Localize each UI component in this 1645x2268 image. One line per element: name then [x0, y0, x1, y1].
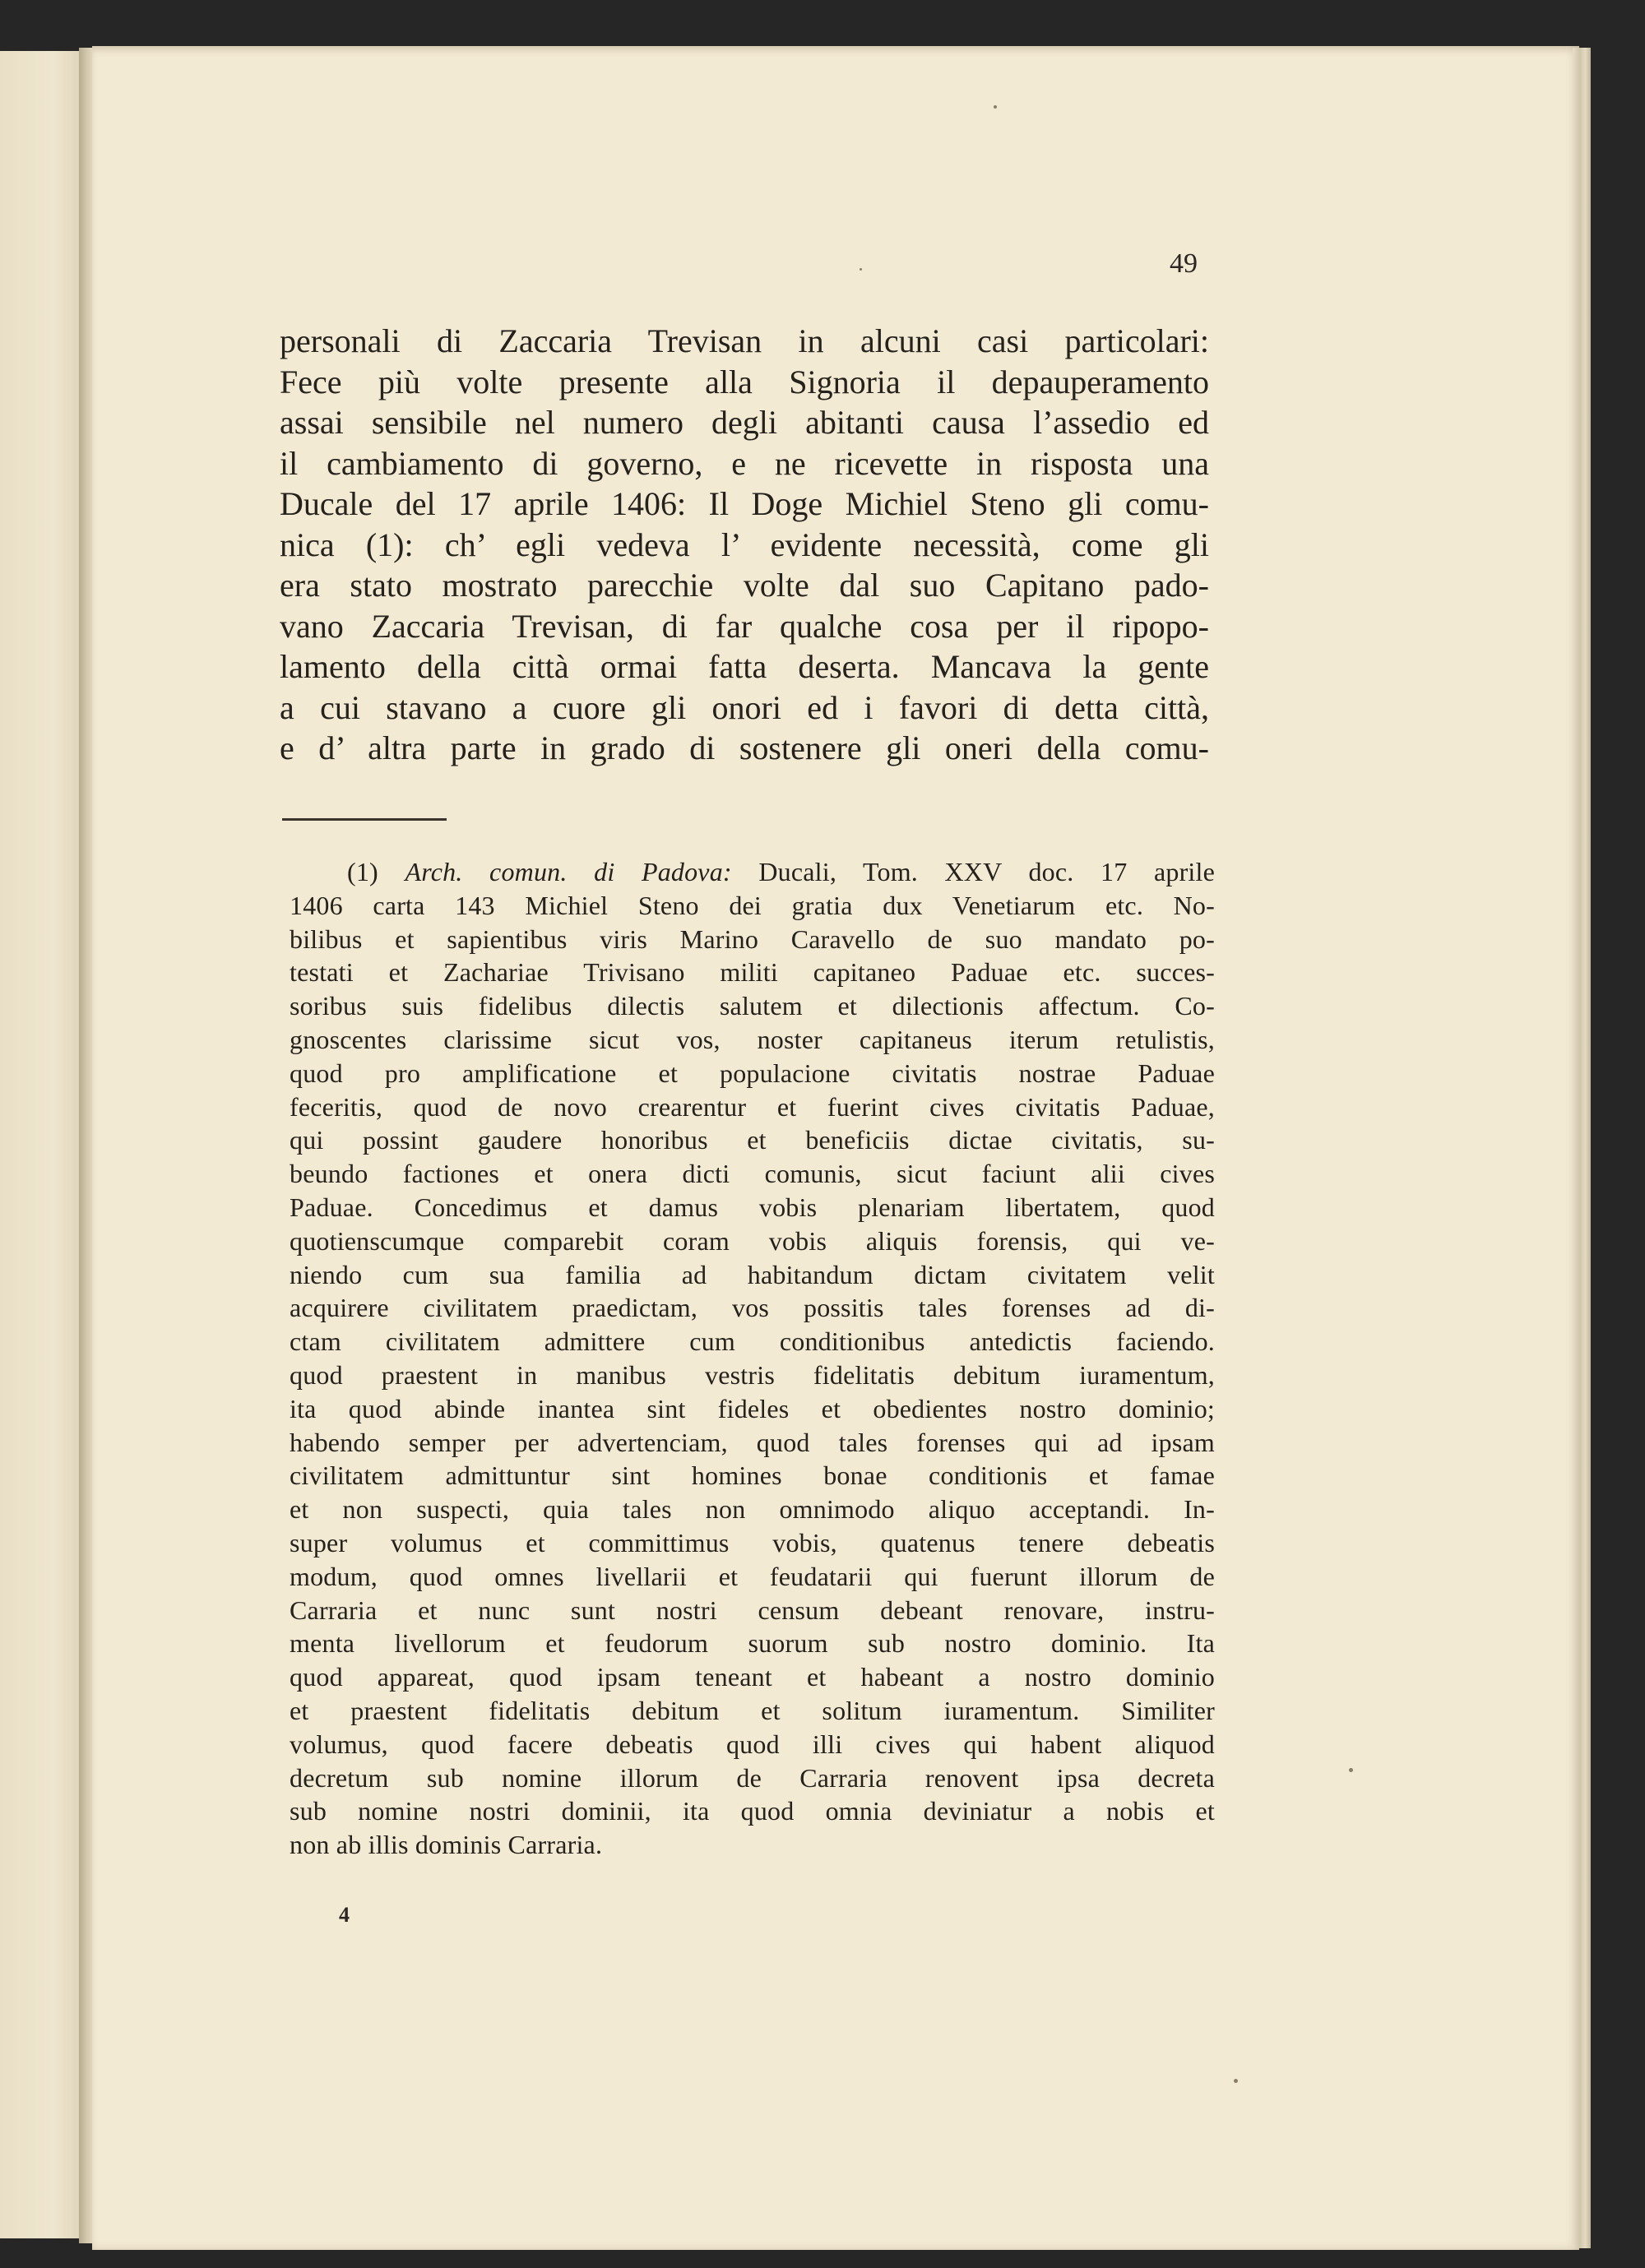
footnote-line: ctam civilitatem admittere cum conditionibus antedictis faciendo.: [290, 1326, 1215, 1357]
footnote-line: feceritis, quod de novo crearentur et fuerint cives civitatis Paduae,: [290, 1091, 1215, 1122]
footnote-line: soribus suis fidelibus dilectis salutem et dilectionis affectum. Co-: [290, 991, 1215, 1021]
body-line: vano Zaccaria Trevisan, di far qualche cosa per il ripopo-: [280, 607, 1209, 645]
footnote-line: Paduae. Concedimus et damus vobis plenariam libertatem, quod: [290, 1192, 1215, 1222]
footnote-line: super volumus et committimus vobis, quatenus tenere debeatis: [290, 1527, 1215, 1558]
footnote-line: modum, quod omnes livellarii et feudatarii qui fuerunt illorum de: [290, 1561, 1215, 1591]
footnote-line: sub nomine nostri dominii, ita quod omnia deviniatur a nobis et: [290, 1796, 1215, 1826]
footnote-separator: [282, 818, 447, 821]
body-line: personali di Zaccaria Trevisan in alcuni casi particolari:: [280, 322, 1209, 359]
footnote-line: non ab illis dominis Carraria.: [290, 1830, 603, 1860]
body-text: [280, 321, 1209, 769]
body-line: e d’ altra parte in grado di sostenere gli oneri della comu-: [280, 729, 1209, 766]
footnote-source-detail: Ducali, Tom. XXV doc. 17 aprile: [758, 857, 1216, 886]
paper-speck: [994, 105, 997, 109]
footnote-line: quod pro amplificatione et populacione civitatis nostrae Paduae: [290, 1058, 1215, 1088]
footnote-line: beundo factiones et onera dicti comunis, sicut faciunt alii cives: [290, 1159, 1215, 1189]
footnote-line: 1406 carta 143 Michiel Steno dei gratia dux Venetiarum etc. No-: [290, 890, 1215, 920]
footnote-line: et non suspecti, quia tales non omnimodo aliquo acceptandi. In-: [290, 1494, 1215, 1525]
body-line: il cambiamento di governo, e ne ricevette in risposta una: [280, 444, 1209, 482]
footnote-line: decretum sub nomine illorum de Carraria renovent ipsa decreta: [290, 1762, 1215, 1793]
footnote-line: quod appareat, quod ipsam teneant et habeant a nostro dominio: [290, 1662, 1215, 1692]
body-line: Fece più volte presente alla Signoria il depauperamento: [280, 363, 1209, 400]
footnote-line: et praestent fidelitatis debitum et solitum iuramentum. Similiter: [290, 1695, 1215, 1725]
body-line: lamento della città ormai fatta deserta. Mancava la gente: [280, 648, 1209, 685]
footnote-line: volumus, quod facere debeatis quod illi cives qui habent aliquod: [290, 1729, 1215, 1759]
signature-mark: 4: [339, 1903, 350, 1927]
footnote-line: menta livellorum et feudorum suorum sub nostro dominio. Ita: [290, 1628, 1215, 1659]
left-page-edge: [0, 51, 90, 2238]
body-line: era stato mostrato parecchie volte dal suo Capitano pado-: [280, 567, 1209, 604]
footnote-line: testati et Zachariae Trivisano militi capitaneo Paduae etc. succes-: [290, 957, 1215, 988]
footnote-line: Carraria et nunc sunt nostri censum debeant renovare, instru-: [290, 1595, 1215, 1625]
footnote-line: ita quod abinde inantea sint fideles et obedientes nostro dominio;: [290, 1393, 1215, 1423]
footnote-line: qui possint gaudere honoribus et beneficiis dictae civitatis, su-: [290, 1125, 1215, 1155]
footnote-line: civilitatem admittuntur sint homines bonae conditionis et famae: [290, 1460, 1215, 1491]
paper-speck: [1234, 2079, 1238, 2083]
page-stack-edge: [1573, 48, 1591, 2248]
body-line: Ducale del 17 aprile 1406: Il Doge Michiel Steno gli comu-: [280, 485, 1209, 522]
paper-speck: [1349, 1768, 1353, 1772]
footnote-line: quod praestent in manibus vestris fidelitatis debitum iuramentum,: [290, 1359, 1215, 1390]
footnote-line: gnoscentes clarissime sicut vos, noster capitaneus iterum retulistis,: [290, 1024, 1215, 1054]
footnote-line: niendo cum sua familia ad habitandum dictam civitatem velit: [290, 1259, 1215, 1289]
footnote-line: bilibus et sapientibus viris Marino Caravello de suo mandato po-: [290, 923, 1215, 954]
paper-speck: [860, 268, 862, 271]
footnote-first-line: [290, 855, 1215, 889]
body-line: assai sensibile nel numero degli abitanti causa l’assedio ed: [280, 404, 1209, 441]
page-number: 49: [1170, 248, 1198, 279]
body-line: a cui stavano a cuore gli onori ed i favori di detta città,: [280, 688, 1209, 726]
footnote-source: Arch. comun. di Padova:: [405, 857, 732, 886]
footnote: [290, 855, 1215, 1862]
footnote-line: quotienscumque comparebit coram vobis aliquis forensis, qui ve-: [290, 1225, 1215, 1256]
body-line: nica (1): ch’ egli vedeva l’ evidente necessità, come gli: [280, 525, 1209, 563]
footnote-line: habendo semper per advertenciam, quod tales forenses qui ad ipsam: [290, 1427, 1215, 1457]
footnote-line: acquirere civilitatem praedictam, vos possitis tales forenses ad di-: [290, 1293, 1215, 1323]
footnote-marker: (1): [347, 857, 378, 886]
